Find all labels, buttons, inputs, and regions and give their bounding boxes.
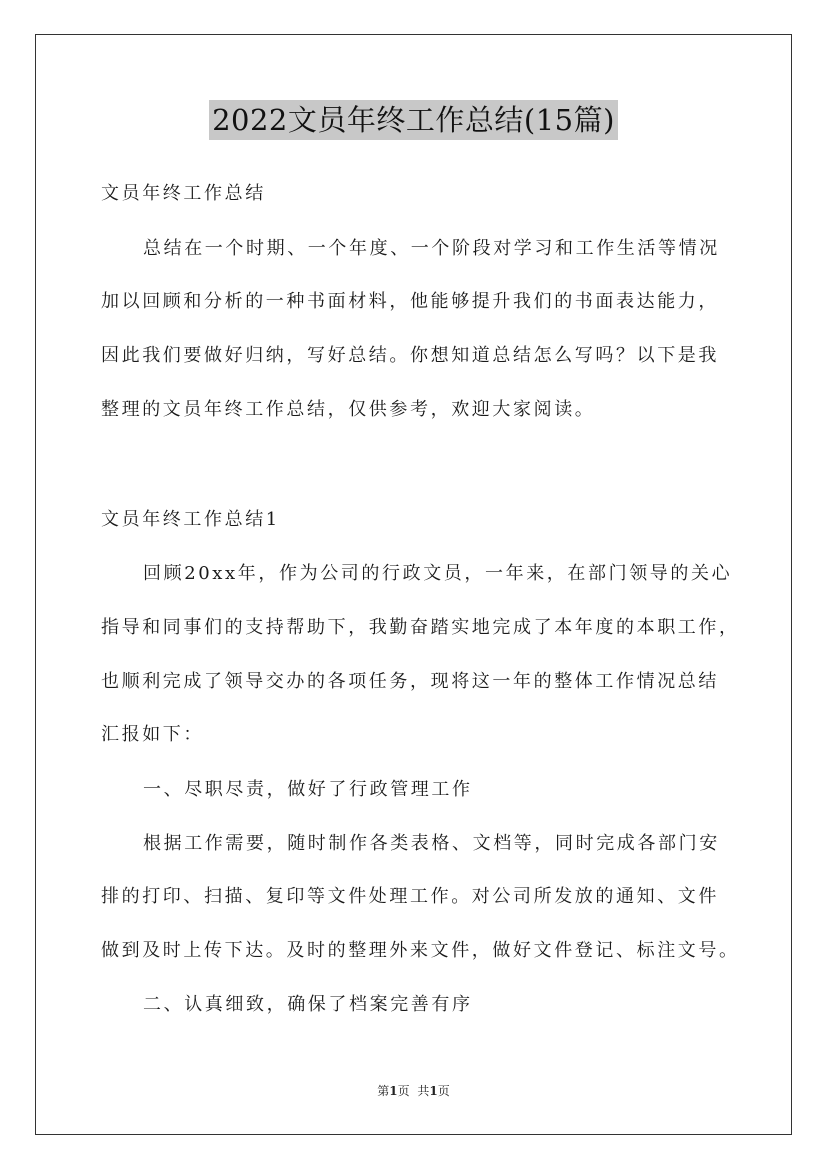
page-total: 1 xyxy=(429,1084,438,1098)
paragraph-line: 做到及时上传下达。及时的整理外来文件，做好文件登记、标注文号。 xyxy=(101,940,740,961)
paragraph-line: 汇报如下： xyxy=(101,724,204,745)
section-heading: 文员年终工作总结 xyxy=(101,183,266,204)
document-title: 2022文员年终工作总结(15篇) xyxy=(209,100,618,140)
title-container xyxy=(0,100,827,140)
page-prefix: 第 xyxy=(377,1084,390,1098)
subsection-heading: 二、认真细致，确保了档案完善有序 xyxy=(143,994,473,1015)
page-footer xyxy=(0,1083,827,1099)
page-suffix: 页 xyxy=(397,1084,410,1098)
total-prefix: 共 xyxy=(417,1084,430,1098)
section-heading: 文员年终工作总结1 xyxy=(101,509,280,530)
paragraph-line: 整理的文员年终工作总结，仅供参考，欢迎大家阅读。 xyxy=(101,399,596,420)
paragraph-line: 排的打印、扫描、复印等文件处理工作。对公司所发放的通知、文件 xyxy=(101,886,719,907)
paragraph-line: 根据工作需要，随时制作各类表格、文档等，同时完成各部门安 xyxy=(143,833,720,854)
subsection-heading: 一、尽职尽责，做好了行政管理工作 xyxy=(143,779,473,800)
paragraph-line: 回顾20xx年，作为公司的行政文员，一年来，在部门领导的关心 xyxy=(143,563,733,584)
total-suffix: 页 xyxy=(437,1084,450,1098)
paragraph-line: 因此我们要做好归纳，写好总结。你想知道总结怎么写吗？以下是我 xyxy=(101,345,719,366)
paragraph-line: 指导和同事们的支持帮助下，我勤奋踏实地完成了本年度的本职工作， xyxy=(101,617,740,638)
paragraph-line: 也顺利完成了领导交办的各项任务，现将这一年的整体工作情况总结 xyxy=(101,671,719,692)
page-current: 1 xyxy=(389,1084,398,1098)
paragraph-line: 加以回顾和分析的一种书面材料，他能够提升我们的书面表达能力， xyxy=(101,291,719,312)
paragraph-line: 总结在一个时期、一个年度、一个阶段对学习和工作生活等情况 xyxy=(143,238,720,259)
